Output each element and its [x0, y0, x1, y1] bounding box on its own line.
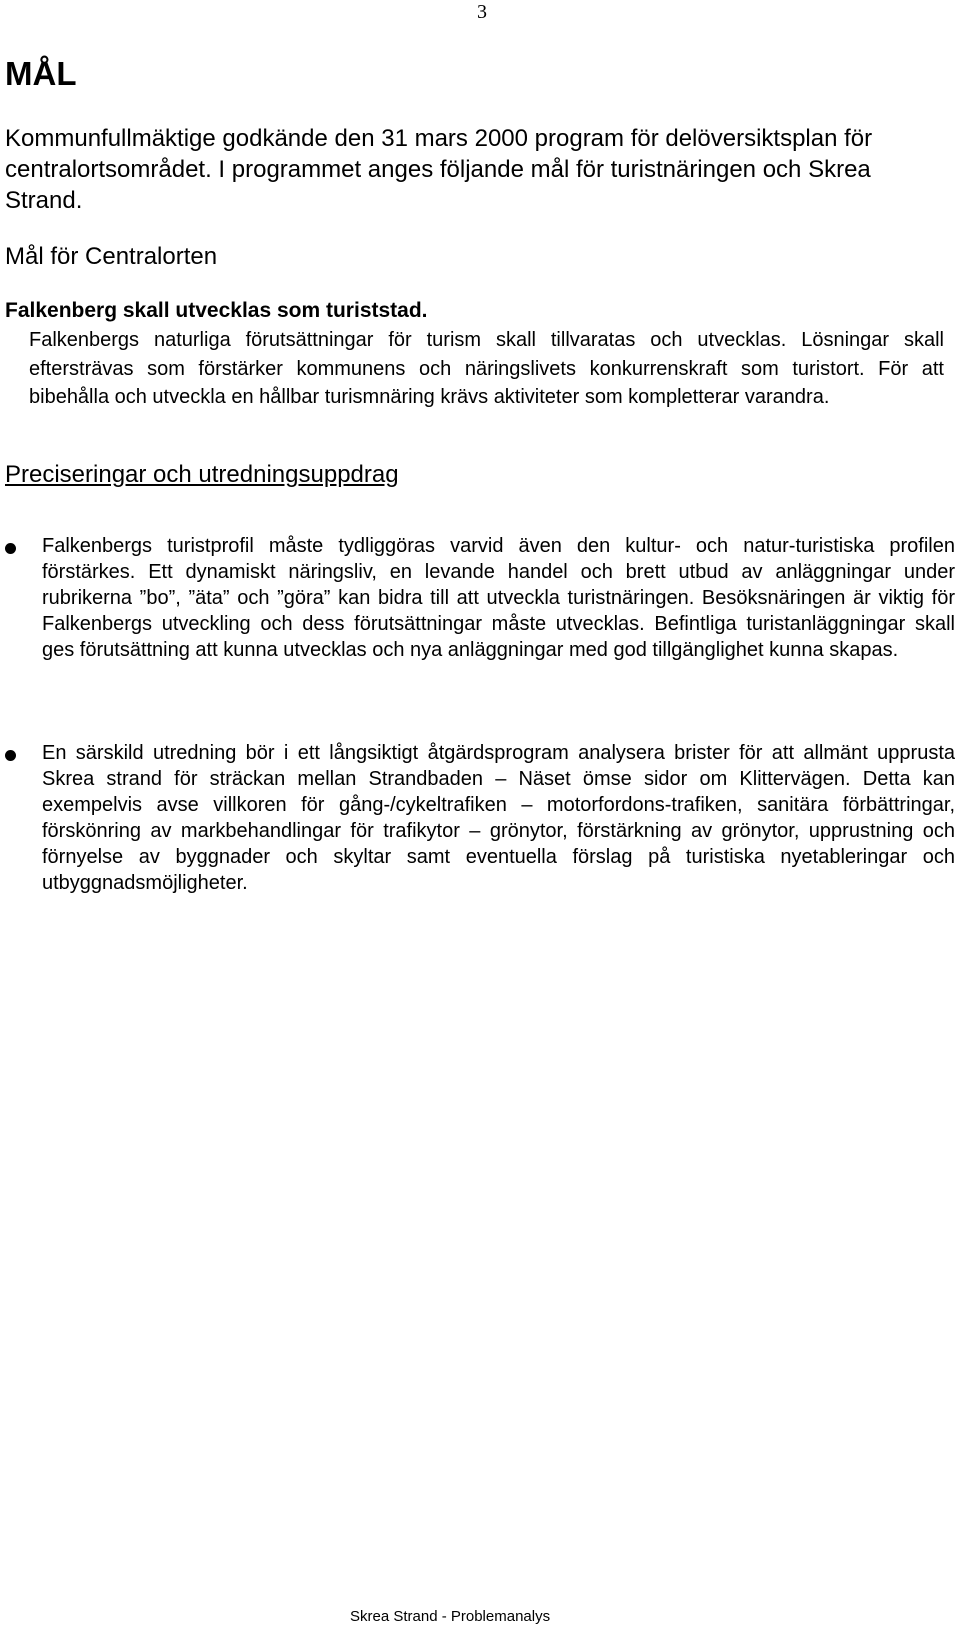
bullet-dot-icon	[5, 750, 16, 761]
bullet-text: En särskild utredning bör i ett långsiktigt åtgärdsprogram analysera brister för att allmänt upprusta Skrea strand för sträckan mellan Strandbaden – Näset ömse sidor om Klittervägen. Detta kan exempelvis avse villkoren för gång-/cykeltrafiken – motorfordons-trafiken, sanitära förbättringar, förskönring av markbehandlingar för trafikytor – grönytor, förstärkning av grönytor, upprustning och förnyelse av byggnader och skyltar samt eventuella förslag på turistiska nyetableringar och utbyggnadsmöjligheter.	[42, 742, 955, 894]
goals-subheading: Mål för Centralorten	[5, 243, 218, 270]
page-footer: Skrea Strand - Problemanalys	[350, 1608, 551, 1625]
page-number: 3	[477, 1, 487, 23]
intro-paragraph: Kommunfullmäktige godkände den 31 mars 2000 program för delöversiktsplan för centralortsområdet. I programmet anges följande mål för turistnäringen och Skrea Strand.	[5, 125, 873, 214]
section-title: Preciseringar och utredningsuppdrag	[5, 461, 399, 488]
goal-text: Falkenbergs naturliga förutsättningar för turism skall tillvaratas och utvecklas. Lösningar skall eftersträvas som förstärker kommunens och näringslivets konkurrenskraft som turistort. För att bibehålla och utveckla en hållbar turismnäring krävs aktiviteter som kompletterar varandra.	[29, 329, 944, 408]
bullet-dot-icon	[5, 543, 16, 554]
page-heading: MÅL	[5, 55, 77, 92]
goal-title: Falkenberg skall utvecklas som turiststad.	[5, 299, 428, 322]
bullet-text: Falkenbergs turistprofil måste tydliggöras varvid även den kultur- och natur-turistiska profilen förstärkes. Ett dynamiskt näringsliv, en levande handel och brett utbud av anläggningar under rubrikerna ”bo”, ”äta” och ”göra” kan bidra till att utveckla turistnäringen. Besöksnäringen är viktig för Falkenbergs utveckling och dess förutsättningar måste utvecklas. Befintliga turistanläggningar skall ges förutsättning att kunna utvecklas och nya anläggningar med god tillgänglighet kunna skapas.	[42, 535, 955, 661]
